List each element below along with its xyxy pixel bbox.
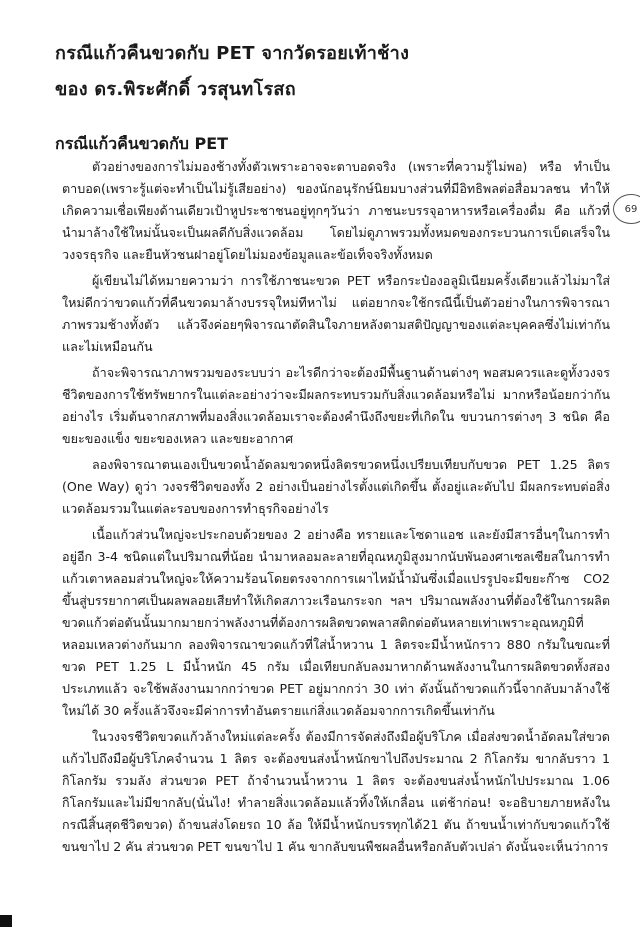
section-heading: กรณีแก้วคืนขวดกับ PET (55, 134, 229, 153)
paragraph: ผู้เขียนไม่ได้หมายความว่า การใช้ภาชนะขวด PET หรือกระป๋องอลูมิเนียมครั้งเดียวแล้วไม่มาใส่ใหม่ดีกว่าขวดแก้วที่คืนขวดมาล้างบรรจุใหม่ทีหาไม่ แต่อยากจะใช้กรณีนี้เป็นตัวอย่างในการพิจารณาภาพรวมช้างทั้งตัว แล้วจึงค่อยๆพิจารณาตัดสินใจภายหลังตามสติปัญญาของแต่ละบุคคลซึ่งไม่เท่ากันและไม่เหมือนกัน (62, 273, 610, 354)
document-title-line-1: กรณีแก้วคืนขวดกับ PET จากวัดรอยเท้าช้าง (55, 43, 410, 64)
document-title-line-2: ของ ดร.พิระศักดิ์ วรสุนทโรสถ (55, 79, 296, 100)
paragraph: ลองพิจารณาตนเองเป็นขวดน้ำอัดลมขวดหนึ่งลิตรขวดหนึ่งเปรียบเทียบกับขวด PET 1.25 ลิตร (One Way) ดูว่า วงจรชีวิตของทั้ง 2 อย่างเป็นอย่างไรตั้งแต่เกิดขึ้น ตั้งอยู่และดับไป มีผลกระทบต่อสิ่งแวดล้อมรวมในแต่ละรอบของการทำธุรกิจอย่างไร (62, 457, 610, 516)
page-number-badge (613, 194, 640, 224)
scan-corner-mark (0, 915, 12, 927)
page-number: 69 (624, 203, 638, 215)
paragraph: ถ้าจะพิจารณาภาพรวมของระบบว่า อะไรดีกว่าจะต้องมีพื้นฐานด้านต่างๆ พอสมควรและดูทั้งวงจรชีวิตของการใช้ทรัพยากรในแต่ละอย่างว่าจะมีผลกระทบรวมกับสิ่งแวดล้อมหรือไม่ มากหรือน้อยกว่ากันอย่างไร เริ่มต้นจากสภาพที่มองสิ่งแวดล้อมเราจะต้องคำนึงถึงขยะที่เกิดใน ขบวนการต่างๆ 3 ชนิด คือ ขยะของแข็ง ขยะของเหลว และขยะอากาศ (62, 365, 610, 446)
paragraph: เนื้อแก้วส่วนใหญ่จะประกอบด้วยของ 2 อย่างคือ ทรายและโซดาแอช และยังมีสารอื่นๆในการทำอยู่อีก 3-4 ชนิดแต่ในปริมาณที่น้อย นำมาหลอมละลายที่อุณหภูมิสูงมากนับพันองศาเซลเซียสในการทำแก้วเตาหลอมส่วนใหญ่จะให้ความร้อนโดยตรงจากการเผาไหม้น้ำมันซึ่งเมื่อแปรรูปจะมีขยะก๊าซ CO2 ขึ้นสู่บรรยากาศเป็นผลพลอยเสียทำให้เกิดสภาวะเรือนกระจก ฯลฯ ปริมาณพลังงานที่ต้องใช้ในการผลิตขวดแก้วต่อตันนั้นมากมายกว่าพลังงานที่ต้องการผลิตขวดพลาสติกต่อตันหลายเท่าเพราะอุณหภูมิที่หลอมเหลวต่างกันมาก ลองพิจารณาขวดแก้วที่ใส่น้ำหวาน 1 ลิตรจะมีน้ำหนักราว 880 กรัมในขณะที่ขวด PET 1.25 L มีน้ำหนัก 45 กรัม เมื่อเทียบกลับลงมาหากด้านพลังงานในการผลิตขวดทั้งสองประเภทแล้ว จะใช้พลังงานมากกว่าขวด PET อยู่มากกว่า 30 เท่า ดังนั้นถ้าขวดแก้วนี้จากลับมาล้างใช้ใหม่ได้ 30 ครั้งแล้วจึงจะมีค่าการทำอันตรายแก่สิ่งแวดล้อมจากการเกิดขึ้นเท่ากัน (62, 527, 610, 718)
paragraph: ในวงจรชีวิตขวดแก้วล้างใหม่แต่ละครั้ง ต้องมีการจัดส่งถึงมือผู้บริโภค เมื่อส่งขวดน้ำอัดลมใส่ขวดแก้วไปถึงมือผู้บริโภคจำนวน 1 ลิตร จะต้องขนส่งน้ำหนักขาไปถึงประมาณ 2 กิโลกรัม ขากลับราว 1 กิโลกรัม รวมลัง ส่วนขวด PET ถ้าจำนวนน้ำหวาน 1 ลิตร จะต้องขนส่งน้ำหนักไปประมาณ 1.06 กิโลกรัมและไม่มีขากลับ(นั่นไง! ทำลายสิ่งแวดล้อมแล้วทิ้งให้เกลื่อน แต่ช้าก่อน! จะอธิบายภายหลังในกรณีสิ้นสุดชีวิตขวด) ถ้าขนส่งโดยรถ 10 ล้อ ให้มีน้ำหนักบรรทุกได้21 ตัน ถ้าขนน้ำเท่ากับขวดแก้วใช้ขนขาไป 2 คัน ส่วนขวด PET ขนขาไป 1 คัน ขากลับขนพืชผลอื่นหรือกลับตัวเปล่า ดังนั้นจะเห็นว่าการ (62, 729, 610, 854)
body-text (62, 156, 610, 862)
paragraph: ตัวอย่างของการไม่มองช้างทั้งตัวเพราะอาจจะตาบอดจริง (เพราะที่ความรู้ไม่พอ) หรือ ทำเป็นตาบอด(เพราะรู้แต่จะทำเป็นไม่รู้เสียอย่าง) ของนักอนุรักษ์นิยมบางส่วนที่มีอิทธิพลต่อสื่อมวลชน ทำให้เกิดความเชื่อเพียงด้านเดียวเป้าหูประชาชนอยู่ทุกๆวันว่า ภาชนะบรรจุอาหารหรือเครื่องดื่ม คือ แก้วที่นำมาล้างใช้ใหม่นั้นจะเป็นผลดีกับสิ่งแวดล้อม โดยไม่ดูภาพรวมทั้งหมดของกระบวนการเบ็ดเสร็จในวงจรธุรกิจ และยืนหัวชนฝาอยู่โดยไม่มองข้อมูลและข้อเท็จจริงทั้งหมด (62, 159, 610, 262)
